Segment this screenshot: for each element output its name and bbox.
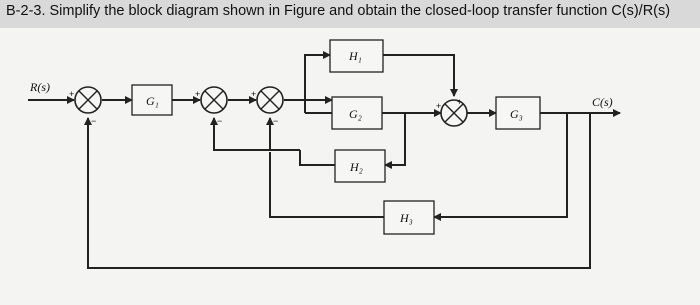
- sign-s4-plus-top: +: [457, 97, 463, 107]
- wire-h2-out: [300, 150, 335, 165]
- block-g3-label: G₃: [510, 107, 523, 121]
- summing-junction-3: [257, 87, 283, 113]
- sign-s3-plus: +: [251, 89, 257, 99]
- summing-junction-2: [201, 87, 227, 113]
- wire-unity-feedback: [88, 113, 590, 268]
- sign-s1-plus: +: [69, 89, 75, 99]
- question-text: B-2-3. Simplify the block diagram shown in Figure and obtain the closed-loop transfer function C(s)/R(s): [6, 3, 671, 19]
- block-h3-label: H₃: [400, 211, 413, 225]
- wire-h1-branch: [305, 55, 330, 100]
- summing-junction-4: [441, 100, 467, 126]
- summing-junction-1: [75, 87, 101, 113]
- block-g1-label: G₁: [146, 94, 159, 108]
- wire-h2-pickoff: [385, 113, 405, 165]
- sign-s1-minus: −: [91, 116, 97, 126]
- sign-s2-plus: +: [195, 89, 201, 99]
- output-label: C(s): [592, 95, 613, 109]
- block-h2-label: H₂: [350, 160, 363, 174]
- input-label: R(s): [30, 80, 50, 94]
- block-h1-label: H₁: [349, 49, 362, 63]
- block-g2-label: G₂: [349, 107, 362, 121]
- wire-h2-to-s2: [214, 118, 300, 150]
- wire-h1-return: [383, 55, 454, 96]
- sign-s4-plus-left: +: [436, 101, 442, 111]
- sign-s2-minus: −: [217, 116, 223, 126]
- sign-s3-minus: −: [273, 116, 279, 126]
